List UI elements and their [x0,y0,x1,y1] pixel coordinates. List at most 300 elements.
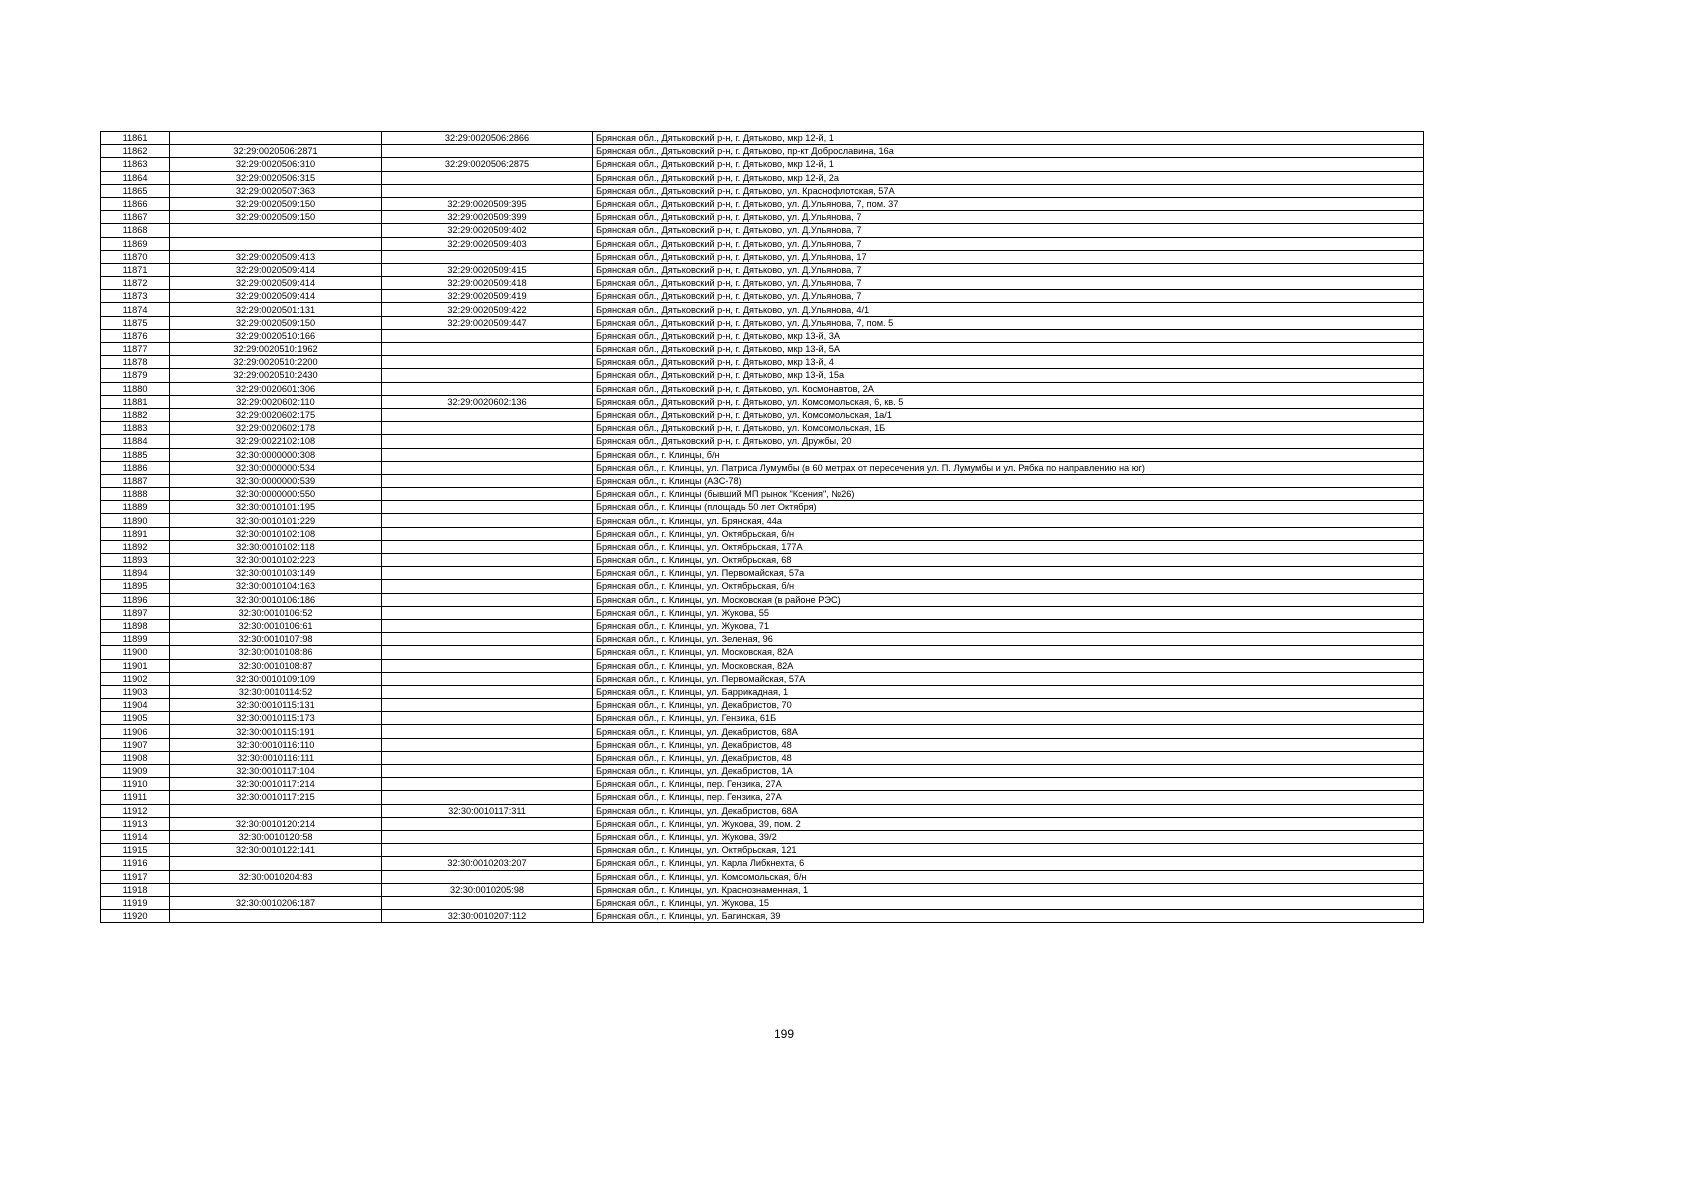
address-cell: Брянская обл., г. Клинцы, ул. Жукова, 39/2 [593,830,1424,843]
related-cadastral-number-cell [382,633,593,646]
address-cell: Брянская обл., г. Клинцы, б/н [593,448,1424,461]
address-cell: Брянская обл., г. Клинцы, ул. Московская, 82А [593,646,1424,659]
related-cadastral-number-cell [382,145,593,158]
cadastral-number-cell: 32:29:0020509:413 [170,250,382,263]
row-number-cell: 11862 [101,145,170,158]
cadastral-number-cell: 32:30:0010115:131 [170,699,382,712]
table-row [101,817,1424,830]
table-row [101,593,1424,606]
row-number-cell: 11863 [101,158,170,171]
address-cell: Брянская обл., Дятьковский р-н, г. Дятьково, мкр 12-й, 2а [593,171,1424,184]
table-row [101,830,1424,843]
row-number-cell: 11886 [101,461,170,474]
table-row [101,844,1424,857]
row-number-cell: 11917 [101,870,170,883]
cadastral-number-cell: 32:30:0010204:83 [170,870,382,883]
cadastral-number-cell: 32:29:0020602:110 [170,395,382,408]
table-row [101,369,1424,382]
address-cell: Брянская обл., г. Клинцы, ул. Жукова, 55 [593,606,1424,619]
cadastral-number-cell: 32:30:0010108:86 [170,646,382,659]
row-number-cell: 11906 [101,725,170,738]
row-number-cell: 11866 [101,197,170,210]
cadastral-number-cell: 32:30:0010101:229 [170,514,382,527]
address-cell: Брянская обл., Дятьковский р-н, г. Дятьково, пр-кт Доброславина, 16а [593,145,1424,158]
address-cell: Брянская обл., г. Клинцы, ул. Московская, 82А [593,659,1424,672]
related-cadastral-number-cell [382,250,593,263]
row-number-cell: 11879 [101,369,170,382]
related-cadastral-number-cell [382,685,593,698]
table-row [101,540,1424,553]
row-number-cell: 11882 [101,408,170,421]
cadastral-number-cell: 32:29:0020509:150 [170,316,382,329]
cadastral-number-cell: 32:30:0010116:110 [170,738,382,751]
related-cadastral-number-cell: 32:29:0020509:447 [382,316,593,329]
row-number-cell: 11889 [101,501,170,514]
related-cadastral-number-cell [382,699,593,712]
cadastral-number-cell: 32:30:0010206:187 [170,896,382,909]
table-row [101,132,1424,145]
row-number-cell: 11861 [101,132,170,145]
table-row [101,580,1424,593]
related-cadastral-number-cell [382,765,593,778]
cadastral-number-cell: 32:30:0010122:141 [170,844,382,857]
cadastral-number-cell: 32:29:0020510:1962 [170,343,382,356]
related-cadastral-number-cell [382,870,593,883]
address-cell: Брянская обл., г. Клинцы, ул. Декабристов, 48 [593,738,1424,751]
related-cadastral-number-cell: 32:29:0020509:415 [382,263,593,276]
row-number-cell: 11887 [101,474,170,487]
table-row [101,356,1424,369]
table-row [101,699,1424,712]
related-cadastral-number-cell [382,356,593,369]
table-row [101,778,1424,791]
related-cadastral-number-cell [382,422,593,435]
related-cadastral-number-cell [382,171,593,184]
table-row [101,751,1424,764]
address-cell: Брянская обл., Дятьковский р-н, г. Дятьково, мкр 12-й, 1 [593,158,1424,171]
address-cell: Брянская обл., г. Клинцы (АЗС-78) [593,474,1424,487]
cadastral-number-cell [170,237,382,250]
cadastral-number-cell: 32:30:0010109:109 [170,672,382,685]
address-cell: Брянская обл., г. Клинцы, ул. Октябрьская, 177А [593,540,1424,553]
related-cadastral-number-cell [382,501,593,514]
table-row [101,250,1424,263]
cadastral-number-cell: 32:30:0010106:186 [170,593,382,606]
row-number-cell: 11878 [101,356,170,369]
row-number-cell: 11874 [101,303,170,316]
table-row [101,791,1424,804]
cadastral-number-cell: 32:30:0000000:539 [170,474,382,487]
address-cell: Брянская обл., Дятьковский р-н, г. Дятьково, ул. Д.Ульянова, 4/1 [593,303,1424,316]
row-number-cell: 11880 [101,382,170,395]
row-number-cell: 11884 [101,435,170,448]
related-cadastral-number-cell [382,659,593,672]
row-number-cell: 11871 [101,263,170,276]
address-cell: Брянская обл., г. Клинцы, ул. Октябрьская, б/н [593,527,1424,540]
registry-table [100,131,1424,923]
row-number-cell: 11900 [101,646,170,659]
row-number-cell: 11868 [101,224,170,237]
related-cadastral-number-cell [382,791,593,804]
table-row [101,672,1424,685]
table-row [101,435,1424,448]
table-row [101,514,1424,527]
cadastral-number-cell: 32:29:0020506:315 [170,171,382,184]
row-number-cell: 11875 [101,316,170,329]
address-cell: Брянская обл., Дятьковский р-н, г. Дятьково, ул. Д.Ульянова, 7 [593,237,1424,250]
related-cadastral-number-cell [382,435,593,448]
table-row [101,659,1424,672]
address-cell: Брянская обл., г. Клинцы, ул. Первомайская, 57А [593,672,1424,685]
table-row [101,290,1424,303]
table-row [101,883,1424,896]
related-cadastral-number-cell [382,408,593,421]
row-number-cell: 11891 [101,527,170,540]
address-cell: Брянская обл., г. Клинцы, ул. Декабристов, 48 [593,751,1424,764]
table-row [101,316,1424,329]
address-cell: Брянская обл., Дятьковский р-н, г. Дятьково, мкр 13-й, 4 [593,356,1424,369]
address-cell: Брянская обл., г. Клинцы, ул. Краснознаменная, 1 [593,883,1424,896]
related-cadastral-number-cell [382,830,593,843]
address-cell: Брянская обл., Дятьковский р-н, г. Дятьково, мкр 13-й, 15а [593,369,1424,382]
row-number-cell: 11870 [101,250,170,263]
related-cadastral-number-cell: 32:29:0020509:402 [382,224,593,237]
cadastral-number-cell: 32:29:0020602:175 [170,408,382,421]
address-cell: Брянская обл., Дятьковский р-н, г. Дятьково, ул. Д.Ульянова, 7 [593,211,1424,224]
table-row [101,527,1424,540]
table-row [101,896,1424,909]
table-row [101,197,1424,210]
table-row [101,382,1424,395]
row-number-cell: 11893 [101,554,170,567]
row-number-cell: 11915 [101,844,170,857]
cadastral-number-cell: 32:29:0022102:108 [170,435,382,448]
row-number-cell: 11877 [101,343,170,356]
table-row [101,633,1424,646]
address-cell: Брянская обл., Дятьковский р-н, г. Дятьково, мкр 13-й, 3А [593,329,1424,342]
address-cell: Брянская обл., г. Клинцы, ул. Декабристов, 68А [593,804,1424,817]
address-cell: Брянская обл., г. Клинцы, ул. Багинская, 39 [593,910,1424,923]
table-row [101,171,1424,184]
address-cell: Брянская обл., Дятьковский р-н, г. Дятьково, ул. Д.Ульянова, 7 [593,263,1424,276]
address-cell: Брянская обл., г. Клинцы, ул. Гензика, 61Б [593,712,1424,725]
cadastral-number-cell: 32:29:0020509:150 [170,197,382,210]
table-row [101,448,1424,461]
cadastral-number-cell: 32:30:0010101:195 [170,501,382,514]
address-cell: Брянская обл., Дятьковский р-н, г. Дятьково, ул. Д.Ульянова, 7 [593,277,1424,290]
table-row [101,804,1424,817]
address-cell: Брянская обл., г. Клинцы, ул. Декабристов, 70 [593,699,1424,712]
related-cadastral-number-cell [382,527,593,540]
cadastral-number-cell: 32:29:0020506:2871 [170,145,382,158]
cadastral-number-cell: 32:30:0010108:87 [170,659,382,672]
cadastral-number-cell [170,883,382,896]
related-cadastral-number-cell [382,606,593,619]
cadastral-number-cell: 32:30:0010116:111 [170,751,382,764]
row-number-cell: 11919 [101,896,170,909]
row-number-cell: 11913 [101,817,170,830]
cadastral-number-cell: 32:30:0000000:308 [170,448,382,461]
related-cadastral-number-cell: 32:30:0010203:207 [382,857,593,870]
cadastral-number-cell: 32:30:0010117:215 [170,791,382,804]
row-number-cell: 11865 [101,184,170,197]
cadastral-number-cell: 32:29:0020510:2430 [170,369,382,382]
row-number-cell: 11909 [101,765,170,778]
table-row [101,145,1424,158]
related-cadastral-number-cell [382,184,593,197]
related-cadastral-number-cell [382,554,593,567]
row-number-cell: 11872 [101,277,170,290]
row-number-cell: 11881 [101,395,170,408]
related-cadastral-number-cell: 32:29:0020506:2875 [382,158,593,171]
related-cadastral-number-cell [382,751,593,764]
registry-table-body [101,132,1424,923]
row-number-cell: 11912 [101,804,170,817]
cadastral-number-cell [170,804,382,817]
cadastral-number-cell: 32:29:0020509:150 [170,211,382,224]
cadastral-number-cell [170,910,382,923]
address-cell: Брянская обл., г. Клинцы, ул. Комсомольская, б/н [593,870,1424,883]
table-row [101,606,1424,619]
related-cadastral-number-cell [382,817,593,830]
table-row [101,395,1424,408]
related-cadastral-number-cell [382,382,593,395]
table-row [101,184,1424,197]
row-number-cell: 11876 [101,329,170,342]
table-row [101,712,1424,725]
related-cadastral-number-cell [382,448,593,461]
address-cell: Брянская обл., Дятьковский р-н, г. Дятьково, ул. Дружбы, 20 [593,435,1424,448]
related-cadastral-number-cell: 32:29:0020602:136 [382,395,593,408]
table-row [101,501,1424,514]
row-number-cell: 11873 [101,290,170,303]
table-row [101,158,1424,171]
related-cadastral-number-cell [382,567,593,580]
cadastral-number-cell: 32:29:0020501:131 [170,303,382,316]
table-row [101,870,1424,883]
cadastral-number-cell: 32:30:0010104:163 [170,580,382,593]
cadastral-number-cell: 32:30:0000000:534 [170,461,382,474]
address-cell: Брянская обл., г. Клинцы, ул. Жукова, 15 [593,896,1424,909]
table-row [101,263,1424,276]
row-number-cell: 11908 [101,751,170,764]
address-cell: Брянская обл., Дятьковский р-н, г. Дятьково, мкр 12-й, 1 [593,132,1424,145]
cadastral-number-cell: 32:30:0000000:550 [170,488,382,501]
address-cell: Брянская обл., г. Клинцы, пер. Гензика, 27А [593,778,1424,791]
address-cell: Брянская обл., г. Клинцы, ул. Октябрьская, б/н [593,580,1424,593]
related-cadastral-number-cell: 32:30:0010205:98 [382,883,593,896]
row-number-cell: 11864 [101,171,170,184]
cadastral-number-cell: 32:30:0010117:104 [170,765,382,778]
address-cell: Брянская обл., Дятьковский р-н, г. Дятьково, ул. Д.Ульянова, 7 [593,290,1424,303]
related-cadastral-number-cell [382,580,593,593]
cadastral-number-cell: 32:29:0020510:166 [170,329,382,342]
table-row [101,619,1424,632]
related-cadastral-number-cell: 32:30:0010207:112 [382,910,593,923]
cadastral-number-cell: 32:29:0020509:414 [170,290,382,303]
row-number-cell: 11883 [101,422,170,435]
cadastral-number-cell: 32:30:0010103:149 [170,567,382,580]
related-cadastral-number-cell [382,844,593,857]
address-cell: Брянская обл., Дятьковский р-н, г. Дятьково, мкр 13-й, 5А [593,343,1424,356]
related-cadastral-number-cell [382,619,593,632]
cadastral-number-cell: 32:30:0010117:214 [170,778,382,791]
row-number-cell: 11903 [101,685,170,698]
row-number-cell: 11902 [101,672,170,685]
row-number-cell: 11897 [101,606,170,619]
table-row [101,567,1424,580]
row-number-cell: 11899 [101,633,170,646]
table-row [101,408,1424,421]
address-cell: Брянская обл., г. Клинцы, ул. Декабристов, 68А [593,725,1424,738]
table-row [101,303,1424,316]
related-cadastral-number-cell [382,593,593,606]
table-row [101,738,1424,751]
address-cell: Брянская обл., г. Клинцы, ул. Патриса Лумумбы (в 60 метрах от пересечения ул. П. Лумумбы и ул. Рябка по направлению на юг) [593,461,1424,474]
row-number-cell: 11918 [101,883,170,896]
page-number: 199 [773,1027,795,1041]
related-cadastral-number-cell [382,343,593,356]
address-cell: Брянская обл., г. Клинцы, ул. Первомайская, 57а [593,567,1424,580]
related-cadastral-number-cell: 32:30:0010117:311 [382,804,593,817]
row-number-cell: 11914 [101,830,170,843]
cadastral-number-cell: 32:29:0020507:363 [170,184,382,197]
row-number-cell: 11885 [101,448,170,461]
related-cadastral-number-cell: 32:29:0020509:399 [382,211,593,224]
address-cell: Брянская обл., Дятьковский р-н, г. Дятьково, ул. Краснофлотская, 57А [593,184,1424,197]
address-cell: Брянская обл., г. Клинцы, ул. Зеленая, 96 [593,633,1424,646]
related-cadastral-number-cell: 32:29:0020509:422 [382,303,593,316]
related-cadastral-number-cell [382,738,593,751]
row-number-cell: 11905 [101,712,170,725]
table-row [101,488,1424,501]
related-cadastral-number-cell [382,646,593,659]
table-row [101,422,1424,435]
related-cadastral-number-cell [382,712,593,725]
cadastral-number-cell [170,224,382,237]
cadastral-number-cell: 32:29:0020602:178 [170,422,382,435]
address-cell: Брянская обл., г. Клинцы, ул. Баррикадная, 1 [593,685,1424,698]
cadastral-number-cell: 32:30:0010107:98 [170,633,382,646]
address-cell: Брянская обл., Дятьковский р-н, г. Дятьково, ул. Комсомольская, 1Б [593,422,1424,435]
related-cadastral-number-cell: 32:29:0020506:2866 [382,132,593,145]
cadastral-number-cell: 32:30:0010120:58 [170,830,382,843]
cadastral-number-cell [170,857,382,870]
cadastral-number-cell: 32:30:0010115:173 [170,712,382,725]
related-cadastral-number-cell [382,725,593,738]
related-cadastral-number-cell [382,488,593,501]
row-number-cell: 11898 [101,619,170,632]
related-cadastral-number-cell: 32:29:0020509:395 [382,197,593,210]
related-cadastral-number-cell [382,672,593,685]
table-row [101,554,1424,567]
table-row [101,765,1424,778]
cadastral-number-cell: 32:30:0010106:61 [170,619,382,632]
address-cell: Брянская обл., г. Клинцы, ул. Жукова, 71 [593,619,1424,632]
cadastral-number-cell: 32:30:0010115:191 [170,725,382,738]
row-number-cell: 11907 [101,738,170,751]
address-cell: Брянская обл., Дятьковский р-н, г. Дятьково, ул. Комсомольская, 6, кв. 5 [593,395,1424,408]
related-cadastral-number-cell [382,514,593,527]
cadastral-number-cell [170,132,382,145]
related-cadastral-number-cell: 32:29:0020509:418 [382,277,593,290]
address-cell: Брянская обл., г. Клинцы (площадь 50 лет Октября) [593,501,1424,514]
address-cell: Брянская обл., Дятьковский р-н, г. Дятьково, ул. Космонавтов, 2А [593,382,1424,395]
cadastral-number-cell: 32:29:0020509:414 [170,277,382,290]
address-cell: Брянская обл., г. Клинцы, ул. Декабристов, 1А [593,765,1424,778]
address-cell: Брянская обл., г. Клинцы, пер. Гензика, 27А [593,791,1424,804]
row-number-cell: 11895 [101,580,170,593]
row-number-cell: 11890 [101,514,170,527]
cadastral-number-cell: 32:30:0010106:52 [170,606,382,619]
row-number-cell: 11896 [101,593,170,606]
row-number-cell: 11867 [101,211,170,224]
table-row [101,725,1424,738]
row-number-cell: 11869 [101,237,170,250]
row-number-cell: 11901 [101,659,170,672]
cadastral-number-cell: 32:30:0010102:118 [170,540,382,553]
address-cell: Брянская обл., Дятьковский р-н, г. Дятьково, ул. Д.Ульянова, 17 [593,250,1424,263]
related-cadastral-number-cell [382,778,593,791]
address-cell: Брянская обл., г. Клинцы, ул. Брянская, 44а [593,514,1424,527]
address-cell: Брянская обл., г. Клинцы (бывший МП рынок "Ксения", №26) [593,488,1424,501]
address-cell: Брянская обл., г. Клинцы, ул. Московская (в районе РЭС) [593,593,1424,606]
cadastral-number-cell: 32:30:0010120:214 [170,817,382,830]
table-row [101,685,1424,698]
cadastral-number-cell: 32:29:0020506:310 [170,158,382,171]
address-cell: Брянская обл., Дятьковский р-н, г. Дятьково, ул. Д.Ульянова, 7, пом. 5 [593,316,1424,329]
row-number-cell: 11911 [101,791,170,804]
related-cadastral-number-cell [382,896,593,909]
table-row [101,461,1424,474]
address-cell: Брянская обл., Дятьковский р-н, г. Дятьково, ул. Д.Ульянова, 7 [593,224,1424,237]
row-number-cell: 11888 [101,488,170,501]
row-number-cell: 11904 [101,699,170,712]
address-cell: Брянская обл., г. Клинцы, ул. Октябрьская, 68 [593,554,1424,567]
related-cadastral-number-cell: 32:29:0020509:403 [382,237,593,250]
table-row [101,474,1424,487]
row-number-cell: 11916 [101,857,170,870]
related-cadastral-number-cell [382,369,593,382]
table-row [101,646,1424,659]
cadastral-number-cell: 32:29:0020510:2200 [170,356,382,369]
row-number-cell: 11920 [101,910,170,923]
table-row [101,211,1424,224]
table-row [101,237,1424,250]
address-cell: Брянская обл., г. Клинцы, ул. Карла Либкнехта, 6 [593,857,1424,870]
related-cadastral-number-cell [382,474,593,487]
row-number-cell: 11910 [101,778,170,791]
cadastral-number-cell: 32:30:0010102:223 [170,554,382,567]
table-row [101,857,1424,870]
related-cadastral-number-cell [382,540,593,553]
row-number-cell: 11892 [101,540,170,553]
table-row [101,343,1424,356]
cadastral-number-cell: 32:30:0010114:52 [170,685,382,698]
address-cell: Брянская обл., г. Клинцы, ул. Октябрьская, 121 [593,844,1424,857]
cadastral-number-cell: 32:29:0020601:306 [170,382,382,395]
cadastral-number-cell: 32:29:0020509:414 [170,263,382,276]
address-cell: Брянская обл., Дятьковский р-н, г. Дятьково, ул. Комсомольская, 1а/1 [593,408,1424,421]
table-row [101,277,1424,290]
table-row [101,329,1424,342]
table-row [101,224,1424,237]
address-cell: Брянская обл., Дятьковский р-н, г. Дятьково, ул. Д.Ульянова, 7, пом. 37 [593,197,1424,210]
row-number-cell: 11894 [101,567,170,580]
related-cadastral-number-cell: 32:29:0020509:419 [382,290,593,303]
table-row [101,910,1424,923]
related-cadastral-number-cell [382,329,593,342]
